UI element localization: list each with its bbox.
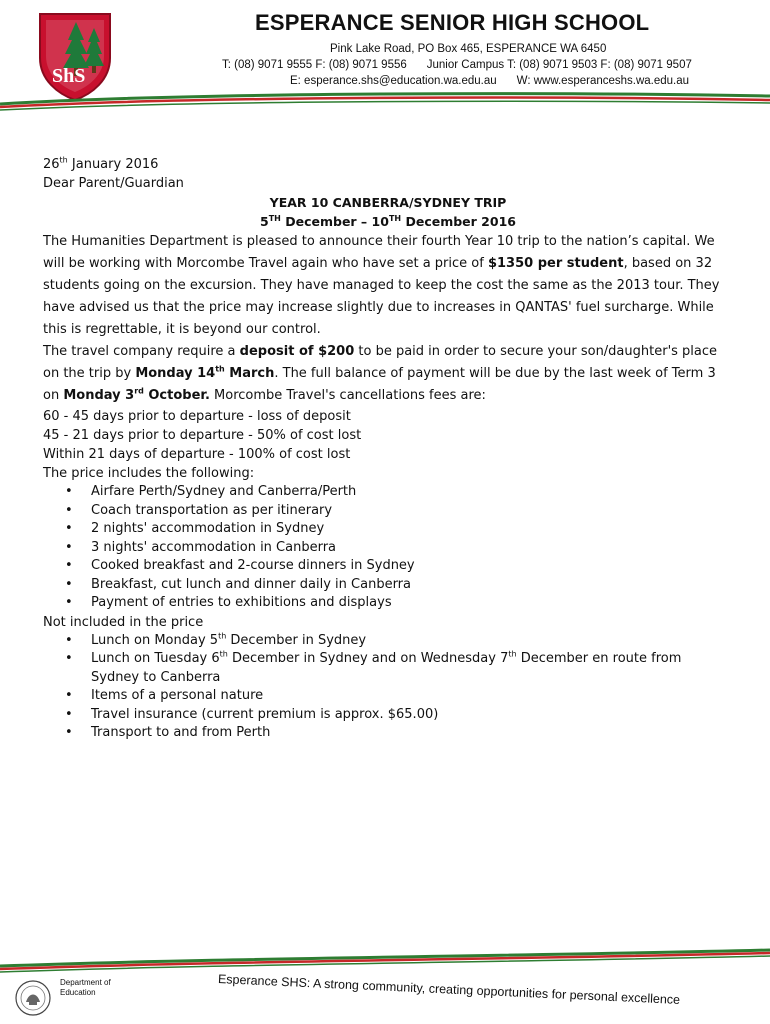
list-item: • 2 nights' accommodation in Sydney	[91, 520, 733, 539]
letterhead	[0, 0, 770, 110]
crest-letters: ShS	[52, 65, 86, 87]
deposit-due-date: Monday 14th March	[135, 364, 275, 381]
list-item: • Transport to and from Perth	[91, 724, 733, 743]
list-item: • Coach transportation as per itinerary	[91, 502, 733, 521]
letter-greeting: Dear Parent/Guardian	[43, 176, 184, 191]
list-item: • Cooked breakfast and 2-course dinners in Sydney	[91, 557, 733, 576]
list-item: • Lunch on Tuesday 6th December in Sydney and on Wednesday 7th December en route from Sydney to Canberra	[91, 650, 733, 687]
not-included-list	[43, 632, 733, 743]
includes-heading: The price includes the following:	[43, 466, 255, 481]
letter-title: YEAR 10 CANBERRA/SYDNEY TRIP	[269, 195, 507, 210]
list-item: • Travel insurance (current premium is approx. $65.00)	[91, 706, 733, 725]
includes-list	[43, 483, 733, 613]
phone-junior-campus: Junior Campus T: (08) 9071 9503 F: (08) 9071 9507	[426, 59, 692, 71]
cancellation-fee-2: 45 - 21 days prior to departure - 50% of cost lost	[43, 428, 362, 443]
letter-date: 26th January 2016	[43, 155, 159, 172]
not-included-heading: Not included in the price	[43, 614, 204, 630]
school-address: Pink Lake Road, PO Box 465, ESPERANCE WA 6450	[330, 43, 607, 55]
price-highlight: $1350 per student	[487, 256, 624, 271]
paragraph-intro: The Humanities Department is pleased to announce their fourth Year 10 trip to the nation’s capital. We will be working with Morcombe Travel again who have set a price of $1350 per student, based on 32 students going on the excursion. They have managed to keep the cost the same as the 2013 tour. They have advised us that the price may increase slightly due to increases in QANTAS' fuel surcharge. While this is regrettable, it is beyond our control.	[43, 234, 720, 337]
email-web-line	[290, 75, 689, 87]
school-motto: Esperance SHS: A strong community, creating opportunities for personal excellence	[217, 972, 681, 1007]
list-item: • Payment of entries to exhibitions and displays	[91, 594, 733, 613]
phone-line	[222, 59, 692, 71]
letter-body	[43, 155, 733, 743]
school-name: ESPERANCE SENIOR HIGH SCHOOL	[255, 10, 650, 35]
list-item: • 3 nights' accommodation in Canberra	[91, 539, 733, 558]
paragraph-deposit: The travel company require a deposit of $200 to be paid in order to secure your son/daughter's place on the trip by Monday 14th March. The full balance of payment will be due by the last week of Term 3 on Monday 3rd October. Morcombe Travel's cancellations fees are:	[43, 344, 718, 403]
deposit-highlight: deposit of $200	[239, 344, 355, 359]
school-email: E: esperance.shs@education.wa.edu.au	[290, 75, 497, 87]
phone-main: T: (08) 9071 9555 F: (08) 9071 9556	[222, 59, 407, 71]
page-footer	[0, 948, 770, 1024]
header-swoosh-divider	[0, 88, 770, 112]
wa-government-crest-logo	[14, 978, 52, 1018]
cancellation-fee-1: 60 - 45 days prior to departure - loss of deposit	[43, 409, 351, 424]
list-item: • Airfare Perth/Sydney and Canberra/Perth	[91, 483, 733, 502]
list-item: • Items of a personal nature	[91, 687, 733, 706]
list-item: • Breakfast, cut lunch and dinner daily in Canberra	[91, 576, 733, 595]
balance-due-date: Monday 3rd October.	[63, 386, 210, 403]
letter-subtitle: 5TH December – 10TH December 2016	[260, 213, 516, 229]
department-of-education: Department of Education	[60, 978, 111, 997]
list-item: • Lunch on Monday 5th December in Sydney	[91, 632, 733, 651]
cancellation-fee-3: Within 21 days of departure - 100% of cost lost	[43, 447, 351, 462]
school-website: W: www.esperanceshs.wa.edu.au	[516, 75, 690, 87]
